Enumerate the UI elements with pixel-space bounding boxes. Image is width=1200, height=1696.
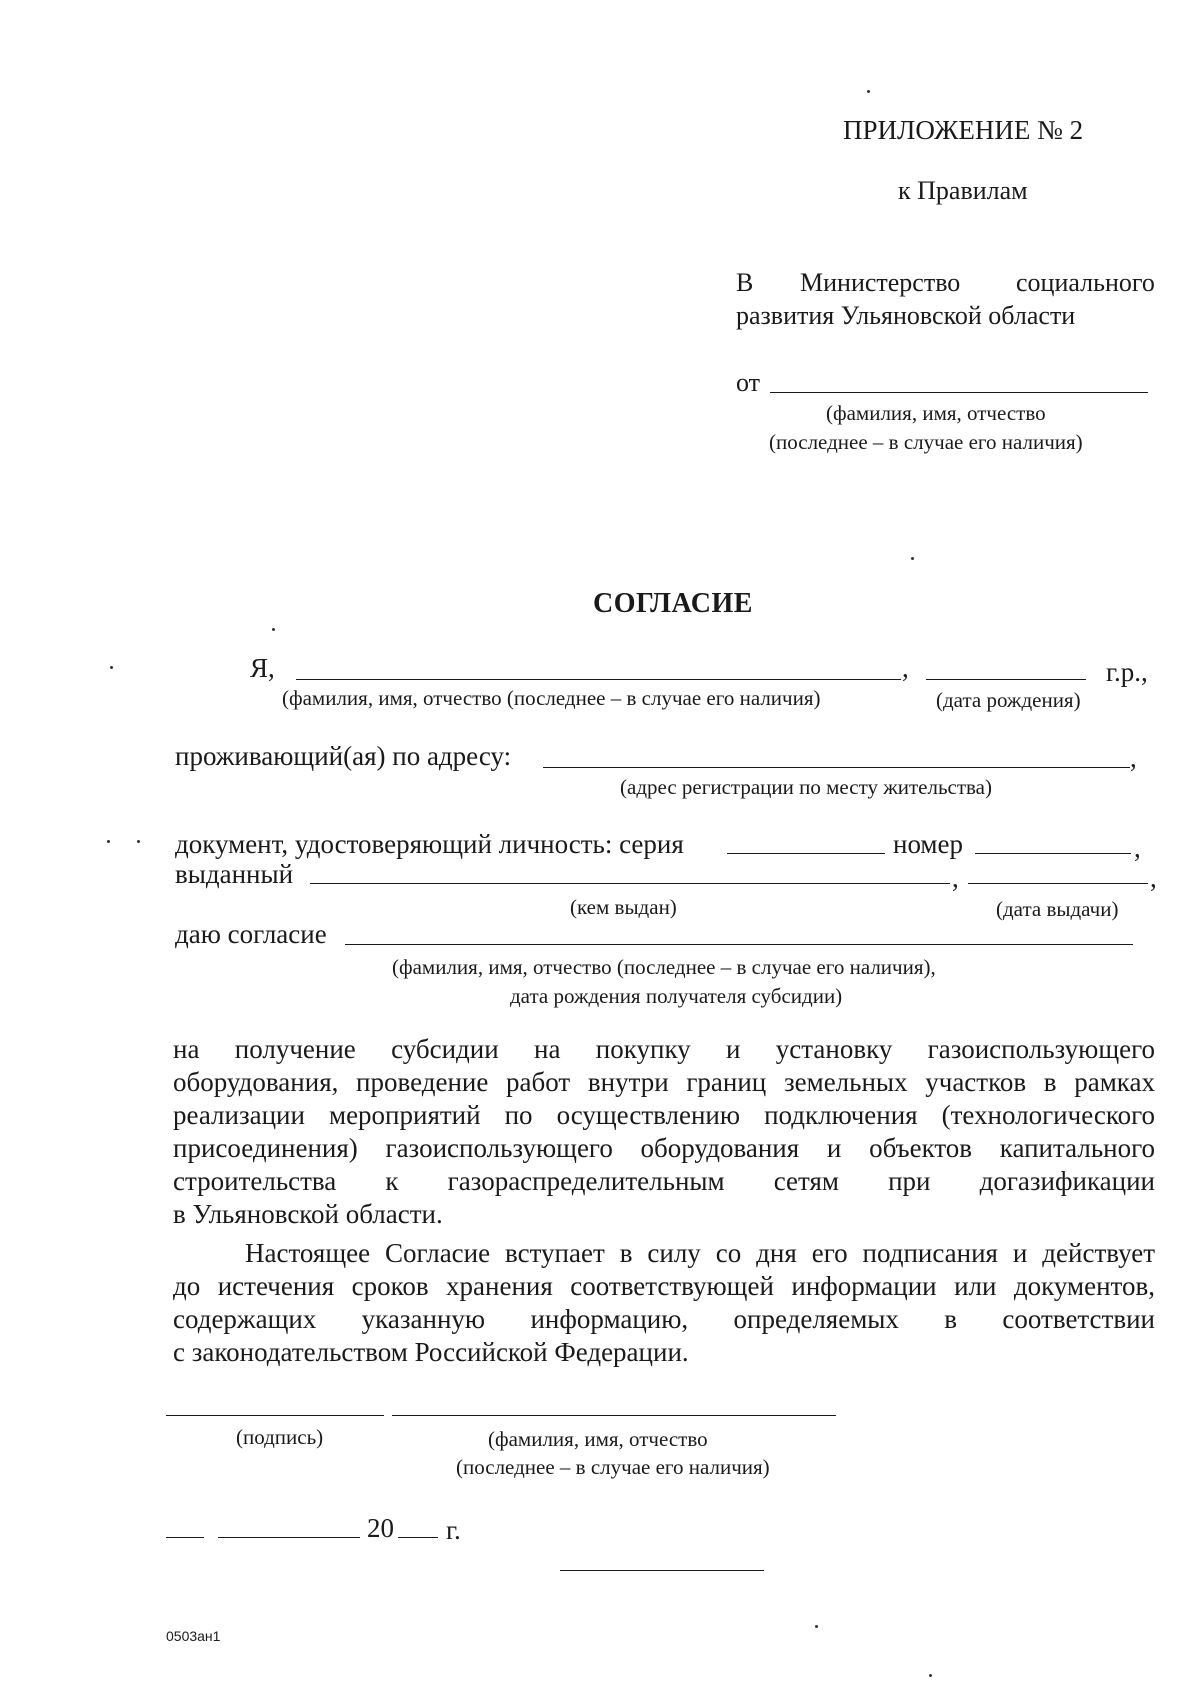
full-name-blank[interactable] <box>296 679 901 680</box>
body-paragraph-1-line-1: на получение субсидии на покупку и установку газоиспользующего <box>173 1034 1155 1064</box>
year-suffix: г. <box>446 1515 461 1545</box>
body-paragraph-1-line-5: строительства к газораспределительным сетям при догазификации <box>173 1166 1155 1196</box>
scan-speck <box>137 840 140 843</box>
addressee-social: социального <box>1016 268 1155 297</box>
issue-date-caption: (дата выдачи) <box>996 897 1119 921</box>
body-paragraph-1-line-2: оборудования, проведение работ внутри границ земельных участков в рамках <box>173 1067 1155 1097</box>
issue-date-blank[interactable] <box>968 883 1148 884</box>
birth-date-caption: (дата рождения) <box>936 688 1081 712</box>
scan-speck <box>929 1674 932 1677</box>
address-blank[interactable] <box>543 767 1130 768</box>
recipient-caption-1: (фамилия, имя, отчество (последнее – в случае его наличия), <box>392 955 936 979</box>
registration-blank[interactable] <box>560 1570 764 1571</box>
date-month-blank[interactable] <box>218 1537 360 1538</box>
date-year-blank[interactable] <box>398 1537 438 1538</box>
body-paragraph-1-line-3: реализации мероприятий по осуществлению подключения (технологического <box>173 1100 1155 1130</box>
date-day-blank[interactable] <box>166 1537 204 1538</box>
consent-label: даю согласие <box>175 919 327 949</box>
address-comma: , <box>1130 743 1137 773</box>
issued-label: выданный <box>175 859 294 889</box>
body-paragraph-1-line-4: присоединения) газоиспользующего оборудования и объектов капитального <box>173 1133 1155 1163</box>
address-label: проживающий(ая) по адресу: <box>175 741 512 771</box>
scan-speck <box>867 90 870 93</box>
birth-date-blank[interactable] <box>926 679 1086 680</box>
signature-name-caption-2: (последнее – в случае его наличия) <box>456 1455 770 1479</box>
birth-year-abbr: г.р., <box>1106 657 1148 687</box>
body-paragraph-2-line-4: с законодательством Российской Федерации. <box>173 1337 689 1367</box>
issued-by-caption: (кем выдан) <box>570 895 677 919</box>
signature-name-blank[interactable] <box>392 1415 836 1416</box>
signature-blank[interactable] <box>166 1415 384 1416</box>
from-caption-2: (последнее – в случае его наличия) <box>769 430 1083 454</box>
signature-caption: (подпись) <box>236 1425 324 1449</box>
i-label: Я, <box>250 653 275 683</box>
full-name-comma: , <box>902 653 909 683</box>
recipient-blank[interactable] <box>345 944 1133 945</box>
document-title: СОГЛАСИЕ <box>593 588 753 619</box>
scan-speck <box>911 557 914 560</box>
to-rules-label: к Правилам <box>898 176 1028 205</box>
scan-speck <box>272 628 275 631</box>
appendix-label: ПРИЛОЖЕНИЕ № 2 <box>843 115 1084 145</box>
address-caption: (адрес регистрации по месту жительства) <box>620 775 992 799</box>
id-document-label: документ, удостоверяющий личность: серия <box>175 829 684 859</box>
year-prefix: 20 <box>367 1513 394 1543</box>
full-name-caption: (фамилия, имя, отчество (последнее – в случае его наличия) <box>282 686 821 710</box>
from-label: от <box>736 368 761 397</box>
scan-speck <box>107 840 110 843</box>
scan-speck <box>815 1625 818 1628</box>
issued-by-blank[interactable] <box>310 883 950 884</box>
addressee-line2: развития Ульяновской области <box>736 301 1076 330</box>
series-blank[interactable] <box>727 853 885 854</box>
number-blank[interactable] <box>975 853 1131 854</box>
body-paragraph-1-line-6: в Ульяновской области. <box>173 1199 443 1229</box>
issue-date-comma: , <box>1150 863 1157 893</box>
from-blank-line[interactable] <box>770 392 1148 393</box>
body-paragraph-2-line-3: содержащих указанную информацию, определяемых в соответствии <box>173 1304 1155 1334</box>
document-code: 0503ан1 <box>166 1628 221 1644</box>
body-paragraph-2-line-1: Настоящее Согласие вступает в силу со дня его подписания и действует <box>245 1238 1155 1268</box>
issued-by-comma: , <box>952 863 959 893</box>
recipient-caption-2: дата рождения получателя субсидии) <box>510 984 843 1008</box>
scan-speck <box>110 666 113 669</box>
number-comma: , <box>1134 833 1141 863</box>
signature-name-caption-1: (фамилия, имя, отчество <box>488 1427 708 1451</box>
number-label: номер <box>893 829 964 859</box>
from-caption-1: (фамилия, имя, отчество <box>826 401 1046 425</box>
addressee-b: В <box>736 268 754 297</box>
body-paragraph-2-line-2: до истечения сроков хранения соответствующей информации или документов, <box>173 1271 1155 1301</box>
addressee-ministry: Министерство <box>800 268 961 297</box>
